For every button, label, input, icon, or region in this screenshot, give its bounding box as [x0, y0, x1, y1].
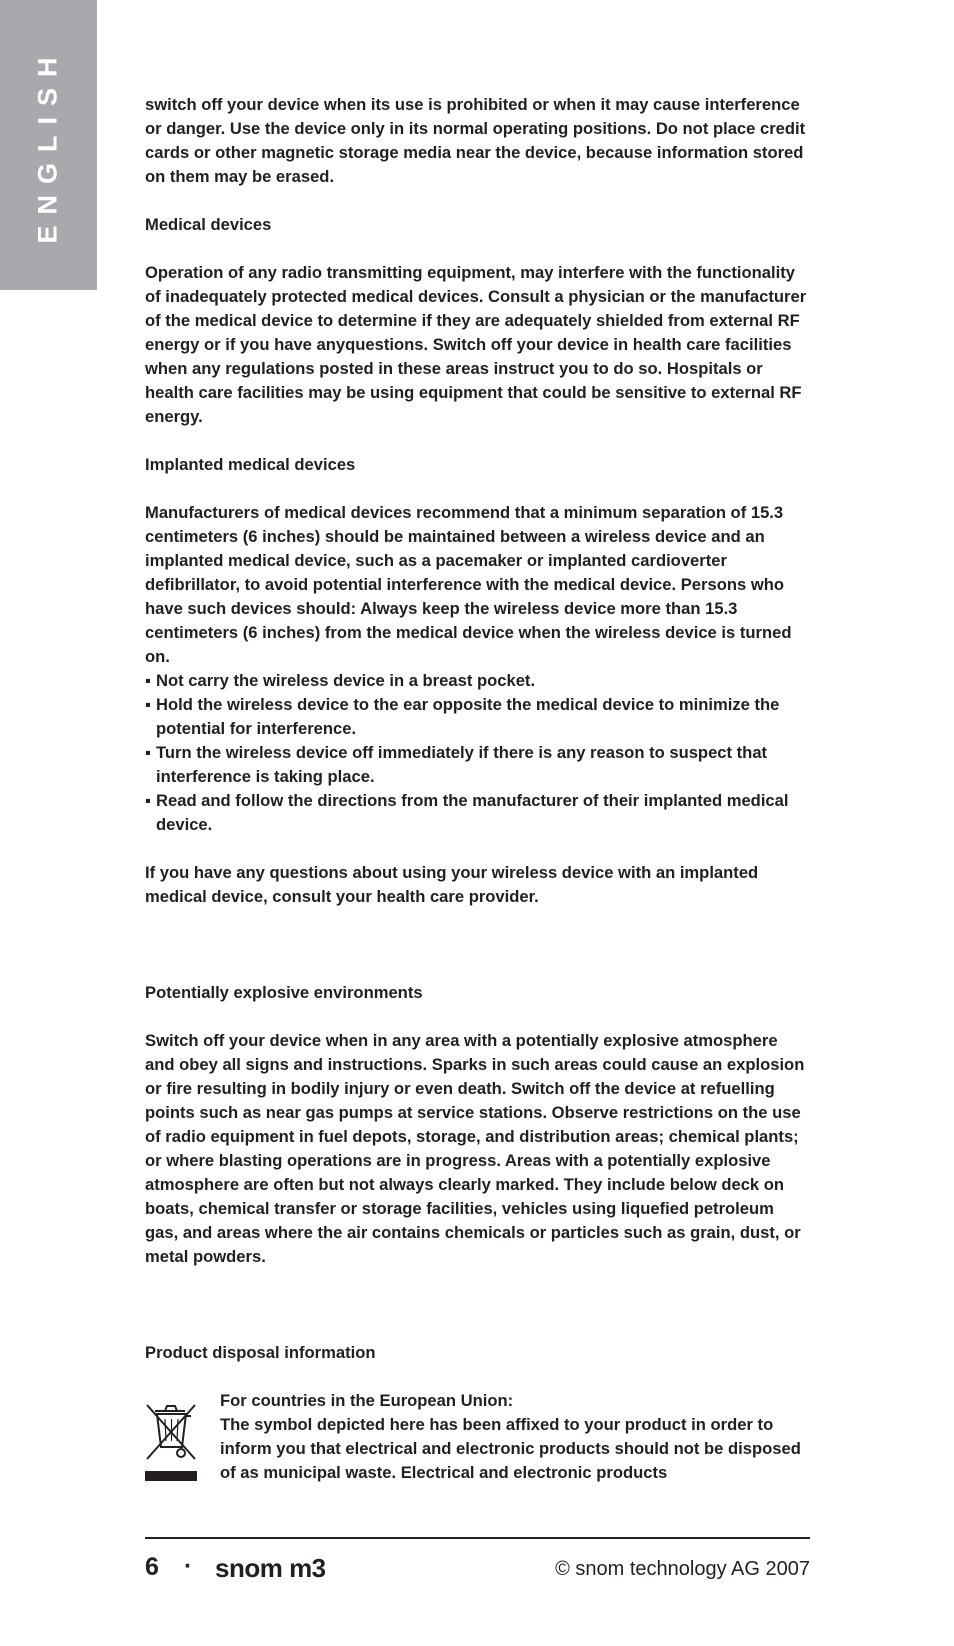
implanted-devices-heading: Implanted medical devices — [145, 455, 356, 474]
page-number: 6 — [145, 1553, 159, 1581]
list-item-text: Read and follow the directions from the manufacturer of their implanted medical device. — [156, 791, 789, 834]
product-disposal-block — [145, 1389, 810, 1489]
list-item-text: Not carry the wireless device in a breast pocket. — [156, 671, 536, 690]
footer-divider — [145, 1537, 810, 1539]
list-item-text: Turn the wireless device off immediately if there is any reason to suspect that interference is taking place. — [156, 743, 768, 786]
footer-separator: · — [184, 1552, 193, 1580]
list-item-text: Hold the wireless device to the ear opposite the medical device to minimize the potential for interference. — [156, 695, 780, 738]
copyright-notice: © snom technology AG 2007 — [555, 1558, 810, 1580]
list-item — [145, 693, 810, 741]
language-side-tab — [0, 0, 97, 290]
implanted-devices-bullet-list — [145, 669, 810, 837]
page-content — [145, 93, 810, 1489]
bullet-mark: ▪ — [145, 743, 151, 762]
explosive-environments-heading: Potentially explosive environments — [145, 983, 423, 1002]
bullet-mark: ▪ — [145, 695, 151, 714]
list-item — [145, 789, 810, 837]
disposal-subheading: For countries in the European Union: — [220, 1391, 514, 1410]
medical-devices-paragraph: Operation of any radio transmitting equipment, may interfere with the functionality of inadequately protected medical devices. Consult a physician or the manufacturer of the medical device to determine if they are adequately shielded from external RF energy or if you have anyquestions. Switch off your device in health care facilities when any regulations posted in these areas instruct you to do so. Hospitals or health care facilities may be using equipment that could be sensitive to external RF energy. — [145, 263, 807, 426]
crossed-out-wheelie-bin-icon — [145, 1401, 197, 1481]
page-footer — [145, 1549, 810, 1589]
language-label: ENGLISH — [32, 46, 63, 244]
medical-devices-heading: Medical devices — [145, 215, 272, 234]
implanted-devices-paragraph: Manufacturers of medical devices recommend that a minimum separation of 15.3 centimeters (6 inches) should be maintained between a wireless device and an implanted medical device, such as a pacemaker or implanted cardioverter defibrillator, to avoid potential interference with the medical device. Persons who have such devices should: Always keep the wireless device more than 15.3 centimeters (6 inches) from the medical device when the wireless device is turned on. — [145, 503, 792, 666]
bullet-mark: ▪ — [145, 791, 151, 810]
bullet-mark: ▪ — [145, 671, 151, 690]
intro-paragraph: switch off your device when its use is prohibited or when it may cause interference or danger. Use the device only in its normal operating positions. Do not place credit cards or other magnetic storage media near the device, because information stored on them may be erased. — [145, 95, 806, 186]
list-item — [145, 741, 810, 789]
list-item — [145, 669, 810, 693]
implanted-devices-closing: If you have any questions about using your wireless device with an implanted medical device, consult your health care provider. — [145, 863, 759, 906]
disposal-paragraph: The symbol depicted here has been affixed to your product in order to inform you that electrical and electronic products should not be disposed of as municipal waste. Electrical and electronic products — [220, 1415, 801, 1482]
product-logo: snom m3 — [215, 1553, 326, 1583]
explosive-environments-paragraph: Switch off your device when in any area with a potentially explosive atmosphere and obey all signs and instructions. Sparks in such areas could cause an explosion or fire resulting in bodily injury or even death. Switch off the device at refuelling points such as near gas pumps at service stations. Observe restrictions on the use of radio equipment in fuel depots, storage, and distribution areas; chemical plants; or where blasting operations are in progress. Areas with a potentially explosive atmosphere are often but not always clearly marked. They include below deck on boats, chemical transfer or storage facilities, vehicles using liquefied petroleum gas, and areas where the air contains chemicals or particles such as grain, dust, or metal powders. — [145, 1031, 805, 1266]
product-disposal-heading: Product disposal information — [145, 1343, 376, 1362]
